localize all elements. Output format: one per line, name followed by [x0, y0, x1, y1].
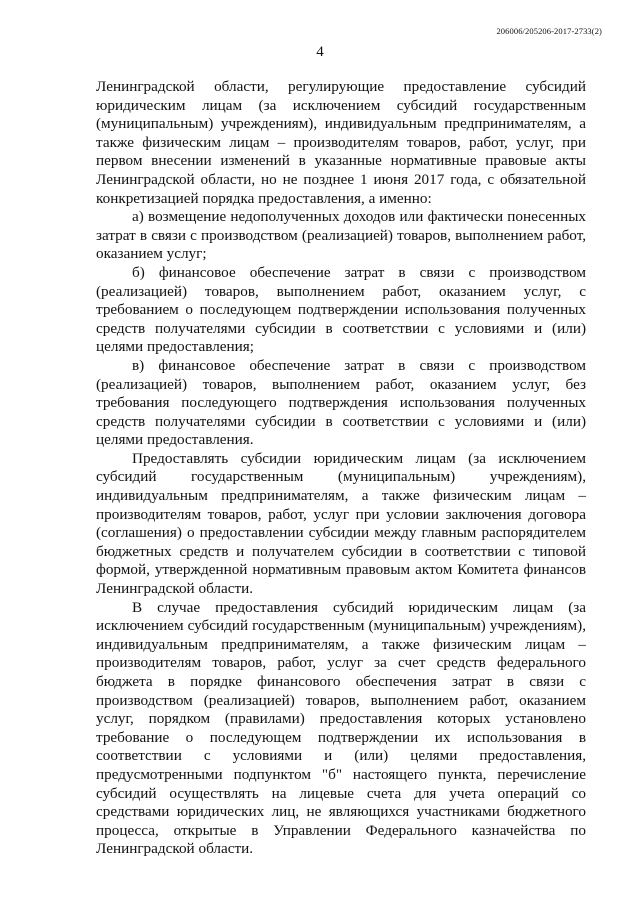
paragraph-subsidy-agreement: Предоставлять субсидии юридическим лицам (за исключением субсидий государственным (муниципальным) учреждениям), индивидуальным предпринимателям, а также физическим лицам – производителям товаров, работ, услуг при условии заключения договора (соглашения) о предоставлении субсидии между главным распорядителем бюджетных средств и получателем субсидии в соответствии с типовой формой, утвержденной нормативным правовым актом Комитета финансов Ленинградской области.: [96, 449, 586, 598]
paragraph-continuation: Ленинградской области, регулирующие предоставление субсидий юридическим лицам (за исключением субсидий государственным (муниципальным) учреждениям), индивидуальным предпринимателям, а также физическим лицам – производителям товаров, работ, услуг, при первом внесении изменений в указанные нормативные правовые акты Ленинградской области, но не позднее 1 июня 2017 года, с обязательной конкретизацией порядка предоставления, а именно:: [96, 78, 586, 207]
paragraph-item-b: б) финансовое обеспечение затрат в связи с производством (реализацией) товаров, выполнением работ, оказанием услуг, с требованием о последующем подтверждении использования полученных средств получателями субсидии в соответствии с условиями и (или) целями предоставления;: [96, 263, 586, 356]
document-body: [96, 78, 586, 859]
paragraph-item-a: а) возмещение недополученных доходов или фактически понесенных затрат в связи с производством (реализацией) товаров, выполнением работ, оказанием услуг;: [96, 208, 586, 263]
paragraph-federal-budget: В случае предоставления субсидий юридическим лицам (за исключением субсидий государственным (муниципальным) учреждениям), индивидуальным предпринимателям, а также физическим лицам – производителям товаров, работ, услуг за счет средств федерального бюджета в порядке финансового обеспечения затрат в связи с производством (реализацией) товаров, выполнением работ, оказанием услуг, порядком (правилами) предоставления которых установлено требование о последующем подтверждении их использования в соответствии с условиями и (или) целями предоставления, предусмотренными подпунктом "б" настоящего пункта, перечисление субсидий осуществлять на лицевые счета для учета операций со средствами юридических лиц, не являющихся участниками бюджетного процесса, открытые в Управлении Федерального казначейства по Ленинградской области.: [96, 598, 586, 858]
document-id: 206006/205206-2017-2733(2): [496, 26, 602, 36]
page-number: 4: [316, 44, 324, 60]
paragraph-item-c: в) финансовое обеспечение затрат в связи с производством (реализацией) товаров, выполнением работ, оказанием услуг, без требования последующего подтверждения использования полученных средств получателями субсидии в соответствии с условиями и (или) целями предоставления.: [96, 356, 586, 449]
